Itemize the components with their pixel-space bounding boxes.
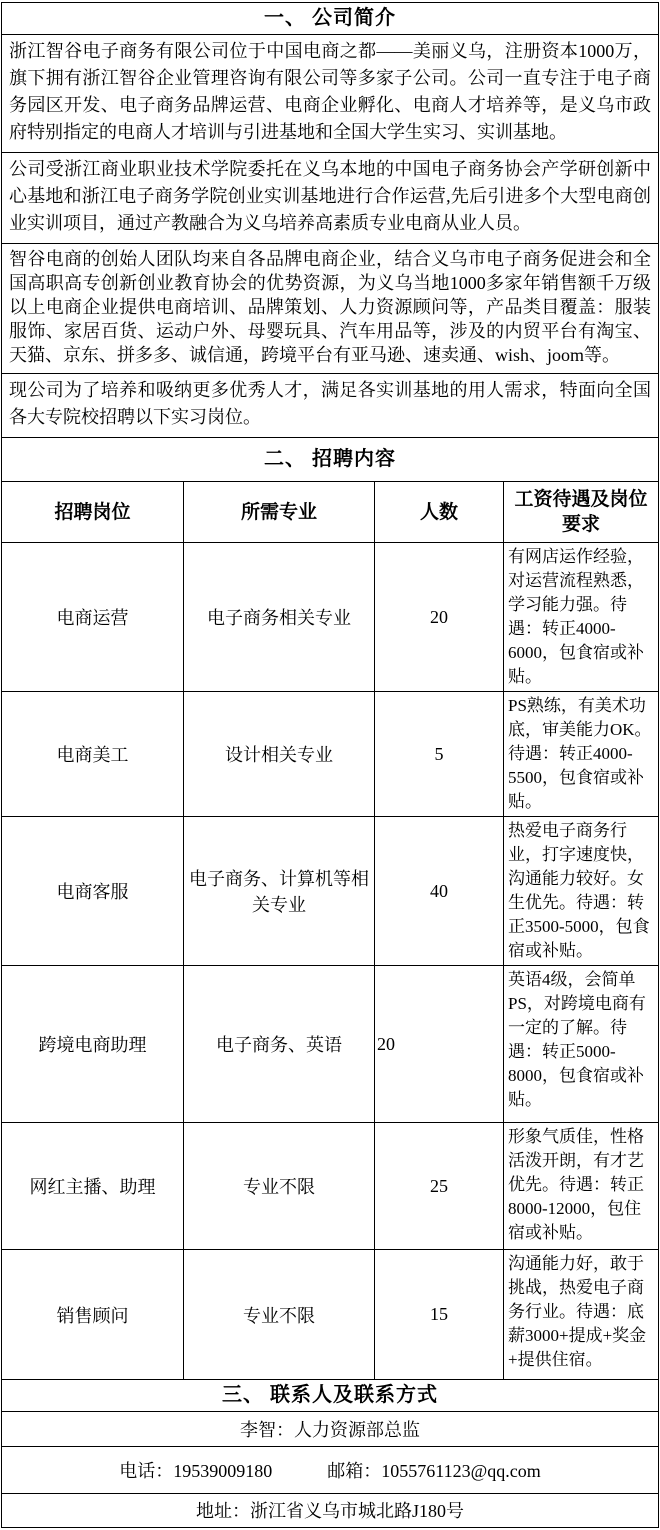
contact-person: 李智：人力资源部总监 bbox=[2, 1412, 658, 1447]
headcount-cell: 20 bbox=[374, 966, 503, 1122]
table-row bbox=[2, 817, 658, 966]
table-row bbox=[2, 692, 658, 817]
recruitment-document bbox=[1, 2, 659, 1528]
company-intro-paragraph-2: 公司受浙江商业职业技术学院委托在义乌本地的中国电子商务协会产学研创新中心基地和浙江电子商务学院创业实训基地进行合作运营,先后引进多个大型电商创业实训项目，通过产教融合为义乌培养高素质专业电商从业人员。 bbox=[2, 153, 658, 244]
section1-title: 一、 公司简介 bbox=[2, 3, 658, 35]
position-cell: 电商美工 bbox=[56, 745, 129, 765]
requirements-cell: 有网店运作经验，对运营流程熟悉，学习能力强。待遇：转正4000-6000，包食宿或补贴。 bbox=[503, 543, 658, 691]
position-cell: 电商运营 bbox=[56, 608, 129, 628]
header-salary-requirements: 工资待遇及岗位要求 bbox=[503, 482, 658, 542]
major-cell: 专业不限 bbox=[183, 1123, 374, 1249]
requirements-cell: 形象气质佳，性格活泼开朗，有才艺优先。待遇：转正8000-12000，包住宿或补贴。 bbox=[503, 1123, 658, 1249]
table-row bbox=[2, 543, 658, 692]
position-cell: 跨境电商助理 bbox=[38, 1035, 147, 1055]
major-cell: 电子商务相关专业 bbox=[183, 543, 374, 691]
table-row bbox=[2, 1123, 658, 1250]
headcount-cell: 5 bbox=[374, 692, 503, 816]
email-address: 1055761123@qq.com bbox=[381, 1461, 541, 1481]
phone-label: 电话： bbox=[119, 1461, 174, 1481]
contact-phone-email-row bbox=[2, 1447, 658, 1494]
headcount-cell: 15 bbox=[374, 1250, 503, 1379]
header-position: 招聘岗位 bbox=[54, 501, 131, 523]
section3-title: 三、 联系人及联系方式 bbox=[2, 1380, 658, 1412]
headcount-cell: 40 bbox=[374, 817, 503, 965]
position-cell: 销售顾问 bbox=[56, 1305, 129, 1326]
requirements-cell: PS熟练，有美术功底，审美能力OK。待遇：转正4000-5500，包食宿或补贴。 bbox=[503, 692, 658, 816]
table-header-row bbox=[2, 482, 658, 543]
major-cell: 电子商务、计算机等相关专业 bbox=[183, 817, 374, 965]
headcount-cell: 20 bbox=[374, 543, 503, 691]
company-intro-paragraph-1: 浙江智谷电子商务有限公司位于中国电商之都——美丽义乌，注册资本1000万，旗下拥有浙江智谷企业管理咨询有限公司等多家子公司。公司一直专注于电子商务园区开发、电子商务品牌运营、电商企业孵化、电商人才培养等，是义乌市政府特别指定的电商人才培训与引进基地和全国大学生实习、实训基地。 bbox=[2, 35, 658, 153]
company-intro-paragraph-4: 现公司为了培养和吸纳更多优秀人才，满足各实训基地的用人需求，特面向全国各大专院校招聘以下实习岗位。 bbox=[2, 374, 658, 438]
position-cell: 电商客服 bbox=[56, 882, 129, 902]
table-row bbox=[2, 1250, 658, 1380]
header-headcount: 人数 bbox=[374, 482, 503, 542]
requirements-cell: 沟通能力好，敢于挑战，热爱电子商务行业。待遇：底薪3000+提成+奖金+提供住宿。 bbox=[503, 1250, 658, 1379]
major-cell: 设计相关专业 bbox=[183, 692, 374, 816]
header-major: 所需专业 bbox=[183, 482, 374, 542]
email-label: 邮箱： bbox=[327, 1461, 382, 1481]
company-intro-paragraph-3: 智谷电商的创始人团队均来自各品牌电商企业，结合义乌市电子商务促进会和全国高职高专创新创业教育协会的优势资源，为义乌当地1000多家年销售额千万级以上电商企业提供电商培训、品牌策划、人力资源顾问等，产品类目覆盖：服装服饰、家居百货、运动户外、母婴玩具、汽车用品等，涉及的内贸平台有淘宝、天猫、京东、拼多多、诚信通，跨境平台有亚马逊、速卖通、wish、joom等。 bbox=[2, 244, 658, 374]
headcount-cell: 25 bbox=[374, 1123, 503, 1249]
phone-number: 19539009180 bbox=[173, 1461, 273, 1481]
recruitment-table bbox=[2, 482, 658, 1380]
requirements-cell: 英语4级，会简单PS，对跨境电商有一定的了解。待遇：转正5000-8000，包食宿或补贴。 bbox=[503, 966, 658, 1122]
address: 地址：浙江省义乌市城北路J180号 bbox=[195, 1501, 464, 1521]
section2-title: 二、 招聘内容 bbox=[2, 438, 658, 482]
table-row bbox=[2, 966, 658, 1123]
major-cell: 电子商务、英语 bbox=[183, 966, 374, 1122]
requirements-cell: 热爱电子商务行业，打字速度快，沟通能力较好。女生优先。待遇：转正3500-5000，包食宿或补贴。 bbox=[503, 817, 658, 965]
position-cell: 网红主播、助理 bbox=[29, 1177, 156, 1197]
major-cell: 专业不限 bbox=[183, 1250, 374, 1379]
